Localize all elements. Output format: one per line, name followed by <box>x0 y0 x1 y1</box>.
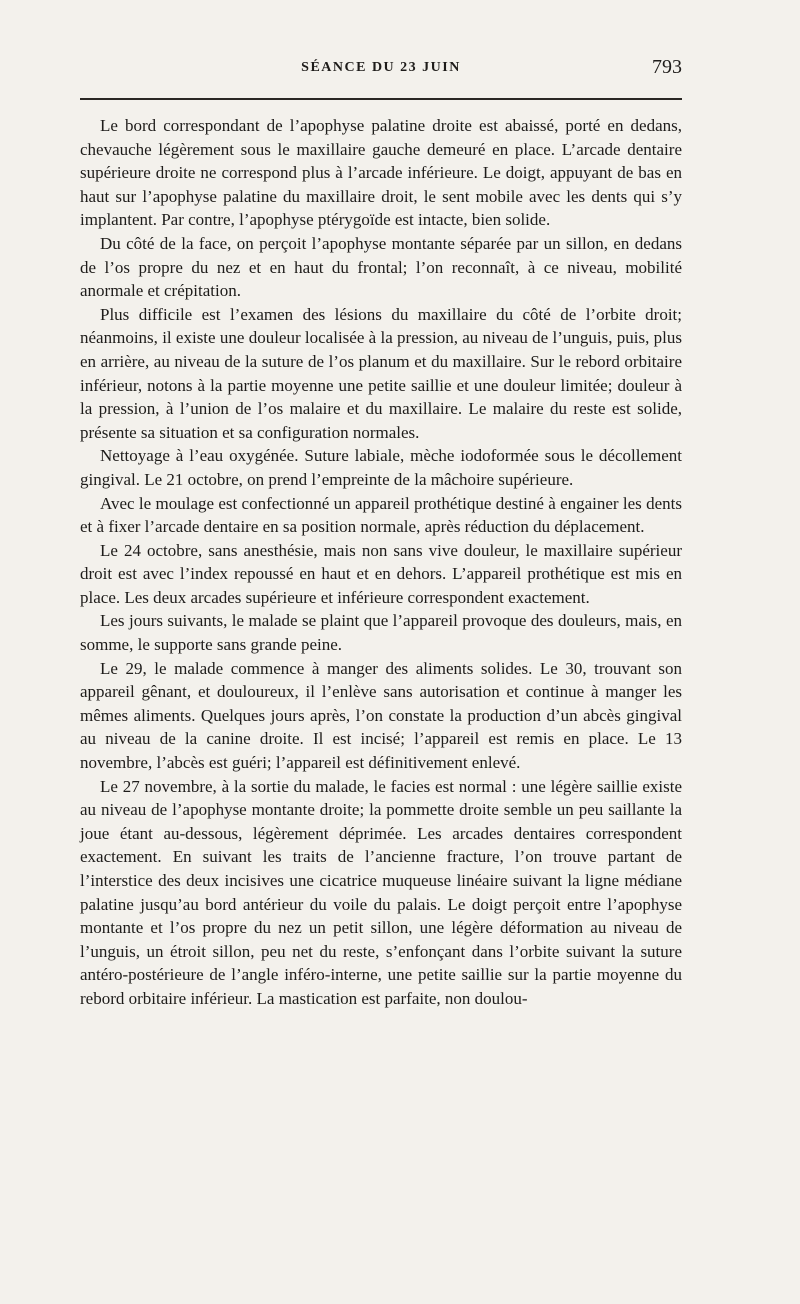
paragraph-8: Le 29, le malade commence à manger des aliments solides. Le 30, trouvant son appareil gênant, et douloureux, il l’enlève sans autorisation et continue à manger les mêmes aliments. Quelques jours après, l’on constate la production d’un abcès gingival au niveau de la canine droite. Il est incisé; l’appareil est remis en place. Le 13 novembre, l’abcès est guéri; l’appareil est définitivement enlevé. <box>80 658 682 773</box>
header-rule <box>80 98 682 100</box>
paragraph-1: Le bord correspondant de l’apophyse palatine droite est abaissé, porté en dedans, chevauche légèrement sous le maxillaire gauche demeuré en place. L’arcade dentaire supérieure droite ne correspond plus à l’arcade inférieure. Le doigt, appuyant de bas en haut sur l’apophyse palatine du maxillaire droit, le sent mobile avec les dents qui s’y implantent. Par contre, l’apophyse ptérygoïde est intacte, bien solide. <box>80 116 682 230</box>
running-header <box>80 56 682 86</box>
paragraph-3: Plus difficile est l’examen des lésions du maxillaire du côté de l’orbite droit; néanmoins, il existe une douleur localisée à la pression, au niveau de l’unguis, puis, plus en arrière, au niveau de la suture de l’os planum et du maxillaire. Sur le rebord orbitaire inférieur, notons à la partie moyenne une petite saillie et une douleur limitée; douleur à la pression, à l’union de l’os malaire et du maxillaire. Le malaire du reste est solide, présente sa situation et sa configuration normales. <box>80 304 682 442</box>
paragraph-7: Les jours suivants, le malade se plaint que l’appareil provoque des douleurs, mais, en somme, le supporte sans grande peine. <box>80 611 682 655</box>
paragraph-9: Le 27 novembre, à la sortie du malade, le facies est normal : une légère saillie existe au niveau de l’apophyse montante droite; la pommette droite semble un peu saillante la joue étant au-dessous, légèrement déprimée. Les arcades dentaires correspondent exactement. En suivant les traits de l’ancienne fracture, l’on trouve partant de l’interstice des deux incisives une cicatrice muqueuse linéaire suivant la ligne médiane palatine jusqu’au bord antérieur du voile du palais. Le doigt perçoit entre l’apophyse montante et l’os propre du nez un petit sillon, une légère déformation au niveau de l’unguis, un étroit sillon, peu net du reste, s’enfonçant dans l’orbite suivant la suture antéro-postérieure de l’angle inféro-interne, une petite saillie sur la partie moyenne du rebord orbitaire inférieur. La mastication est parfaite, non doulou- <box>80 776 682 1008</box>
page-body <box>80 114 682 1011</box>
running-title: SÉANCE DU 23 JUIN <box>301 60 461 75</box>
paragraph-4: Nettoyage à l’eau oxygénée. Suture labiale, mèche iodoformée sous le décollement gingival. Le 21 octobre, on prend l’empreinte de la mâchoire supérieure. <box>80 446 682 489</box>
page-number: 793 <box>652 56 682 78</box>
paragraph-2: Du côté de la face, on perçoit l’apophyse montante séparée par un sillon, en dedans de l’os propre du nez et en haut du frontal; l’on reconnaît, à ce niveau, mobilité anormale et crépitation. <box>80 233 682 301</box>
paragraph-5: Avec le moulage est confectionné un appareil prothétique destiné à engainer les dents et à fixer l’arcade dentaire en sa position normale, après réduction du déplacement. <box>80 493 682 537</box>
paragraph-6: Le 24 octobre, sans anesthésie, mais non sans vive douleur, le maxillaire supérieur droit est avec l’index repoussé en haut et en dehors. L’appareil prothétique est mis en place. Les deux arcades supérieure et inférieure correspondent exactement. <box>80 540 682 607</box>
